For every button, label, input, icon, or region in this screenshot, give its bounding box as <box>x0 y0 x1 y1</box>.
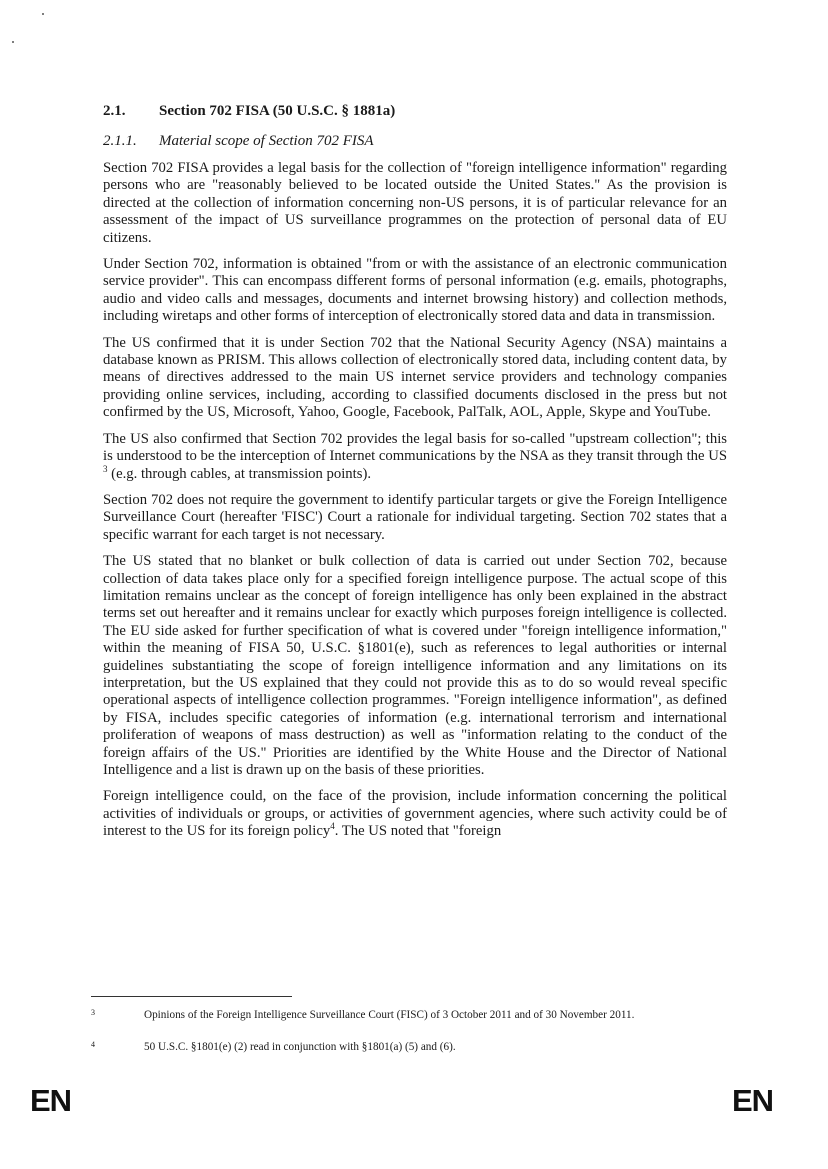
paragraph-foreign-intelligence <box>103 788 727 840</box>
section-heading <box>103 103 395 120</box>
paragraph: Section 702 does not require the government to identify particular targets or give the Foreign Intelligence Surveillance Court (hereafter 'FISC') Court a rationale for individual targeting. Section 702 states that a specific warrant for each target is not necessary. <box>103 491 727 543</box>
footnote-text: 50 U.S.C. §1801(e) (2) read in conjunction with §1801(a) (5) and (6). <box>144 1041 456 1053</box>
footnote-number: 3 <box>91 1008 95 1017</box>
paragraph-text: (e.g. through cables, at transmission points). <box>107 465 372 482</box>
footnote-reference: 3 <box>103 463 108 474</box>
subsection-title: Material scope of Section 702 FISA <box>159 133 374 149</box>
paragraph: The US confirmed that it is under Section 702 that the National Security Agency (NSA) maintains a database known as PRISM. This allows collection of electronically stored data, including content data, by means of directives addressed to the main US internet service providers and technology companies providing online services, including, according to classified documents disclosed in the press but not confirmed by the US, Microsoft, Yahoo, Google, Facebook, PalTalk, AOL, Apple, Skype and YouTube. <box>103 334 727 421</box>
footnote <box>91 1008 727 1022</box>
paragraph-text: . The US noted that "foreign <box>334 823 502 840</box>
section-title: Section 702 FISA (50 U.S.C. § 1881a) <box>159 103 396 119</box>
paragraph: Section 702 FISA provides a legal basis for the collection of "foreign intelligence information" regarding persons who are "reasonably believed to be located outside the United States." As the provision is directed at the collection of information concerning non-US persons, it is of particular relevance for an assessment of the impact of US surveillance programmes on the protection of personal data of EU citizens. <box>103 160 727 246</box>
footnote-reference: 4 <box>330 821 335 832</box>
footnote-number: 4 <box>91 1040 95 1049</box>
paragraph-text: Foreign intelligence could, on the face of the provision, include information concerning the political activities of individuals or groups, or activities of government agencies, where such activity could be of interest to the US for its foreign policy <box>103 788 727 840</box>
subsection-number: 2.1.1. <box>103 133 137 149</box>
language-marker-left: EN <box>30 1083 72 1118</box>
scan-speck <box>12 41 14 43</box>
language-marker-right: EN <box>732 1083 774 1118</box>
section-number: 2.1. <box>103 103 126 119</box>
footnote-text: Opinions of the Foreign Intelligence Surveillance Court (FISC) of 3 October 2011 and of 30 November 2011. <box>144 1009 635 1021</box>
document-body <box>103 160 727 850</box>
footnote <box>91 1040 727 1054</box>
paragraph-upstream <box>103 431 727 483</box>
scan-speck <box>42 13 44 15</box>
footnote-separator <box>91 996 292 997</box>
paragraph: Under Section 702, information is obtained "from or with the assistance of an electronic communication service provider". This can encompass different forms of personal information (e.g. emails, photographs, audio and video calls and messages, documents and internet browsing history) and collection methods, including wiretaps and other forms of interception of electronically stored data and data in transmission. <box>103 256 727 325</box>
paragraph-text: The US also confirmed that Section 702 provides the legal basis for so-called "upstream collection"; this is understood to be the interception of Internet communications by the NSA as they transit through the US <box>103 430 727 465</box>
subsection-heading <box>103 133 374 150</box>
paragraph: The US stated that no blanket or bulk collection of data is carried out under Section 702, because collection of data takes place only for a specified foreign intelligence purpose. The actual scope of this limitation remains unclear as the concept of foreign intelligence has only been explained in the abstract terms set out hereafter and it remains unclear for exactly which purposes foreign intelligence is collected. The EU side asked for further specification of what is covered under "foreign intelligence information," within the meaning of FISA 50, U.S.C. §1801(e), such as references to legal authorities or internal guidelines substantiating the scope of foreign intelligence information and any limitations on its interpretation, but the US explained that they could not provide this as to do so would reveal specific operational aspects of intelligence collection programmes. "Foreign intelligence information", as defined by FISA, includes specific categories of information (e.g. international terrorism and international proliferation of weapons of mass destruction) as well as "information relating to the conduct of the foreign affairs of the US." Priorities are identified by the White House and the Director of National Intelligence and a list is drawn up on the basis of these priorities. <box>103 553 727 778</box>
